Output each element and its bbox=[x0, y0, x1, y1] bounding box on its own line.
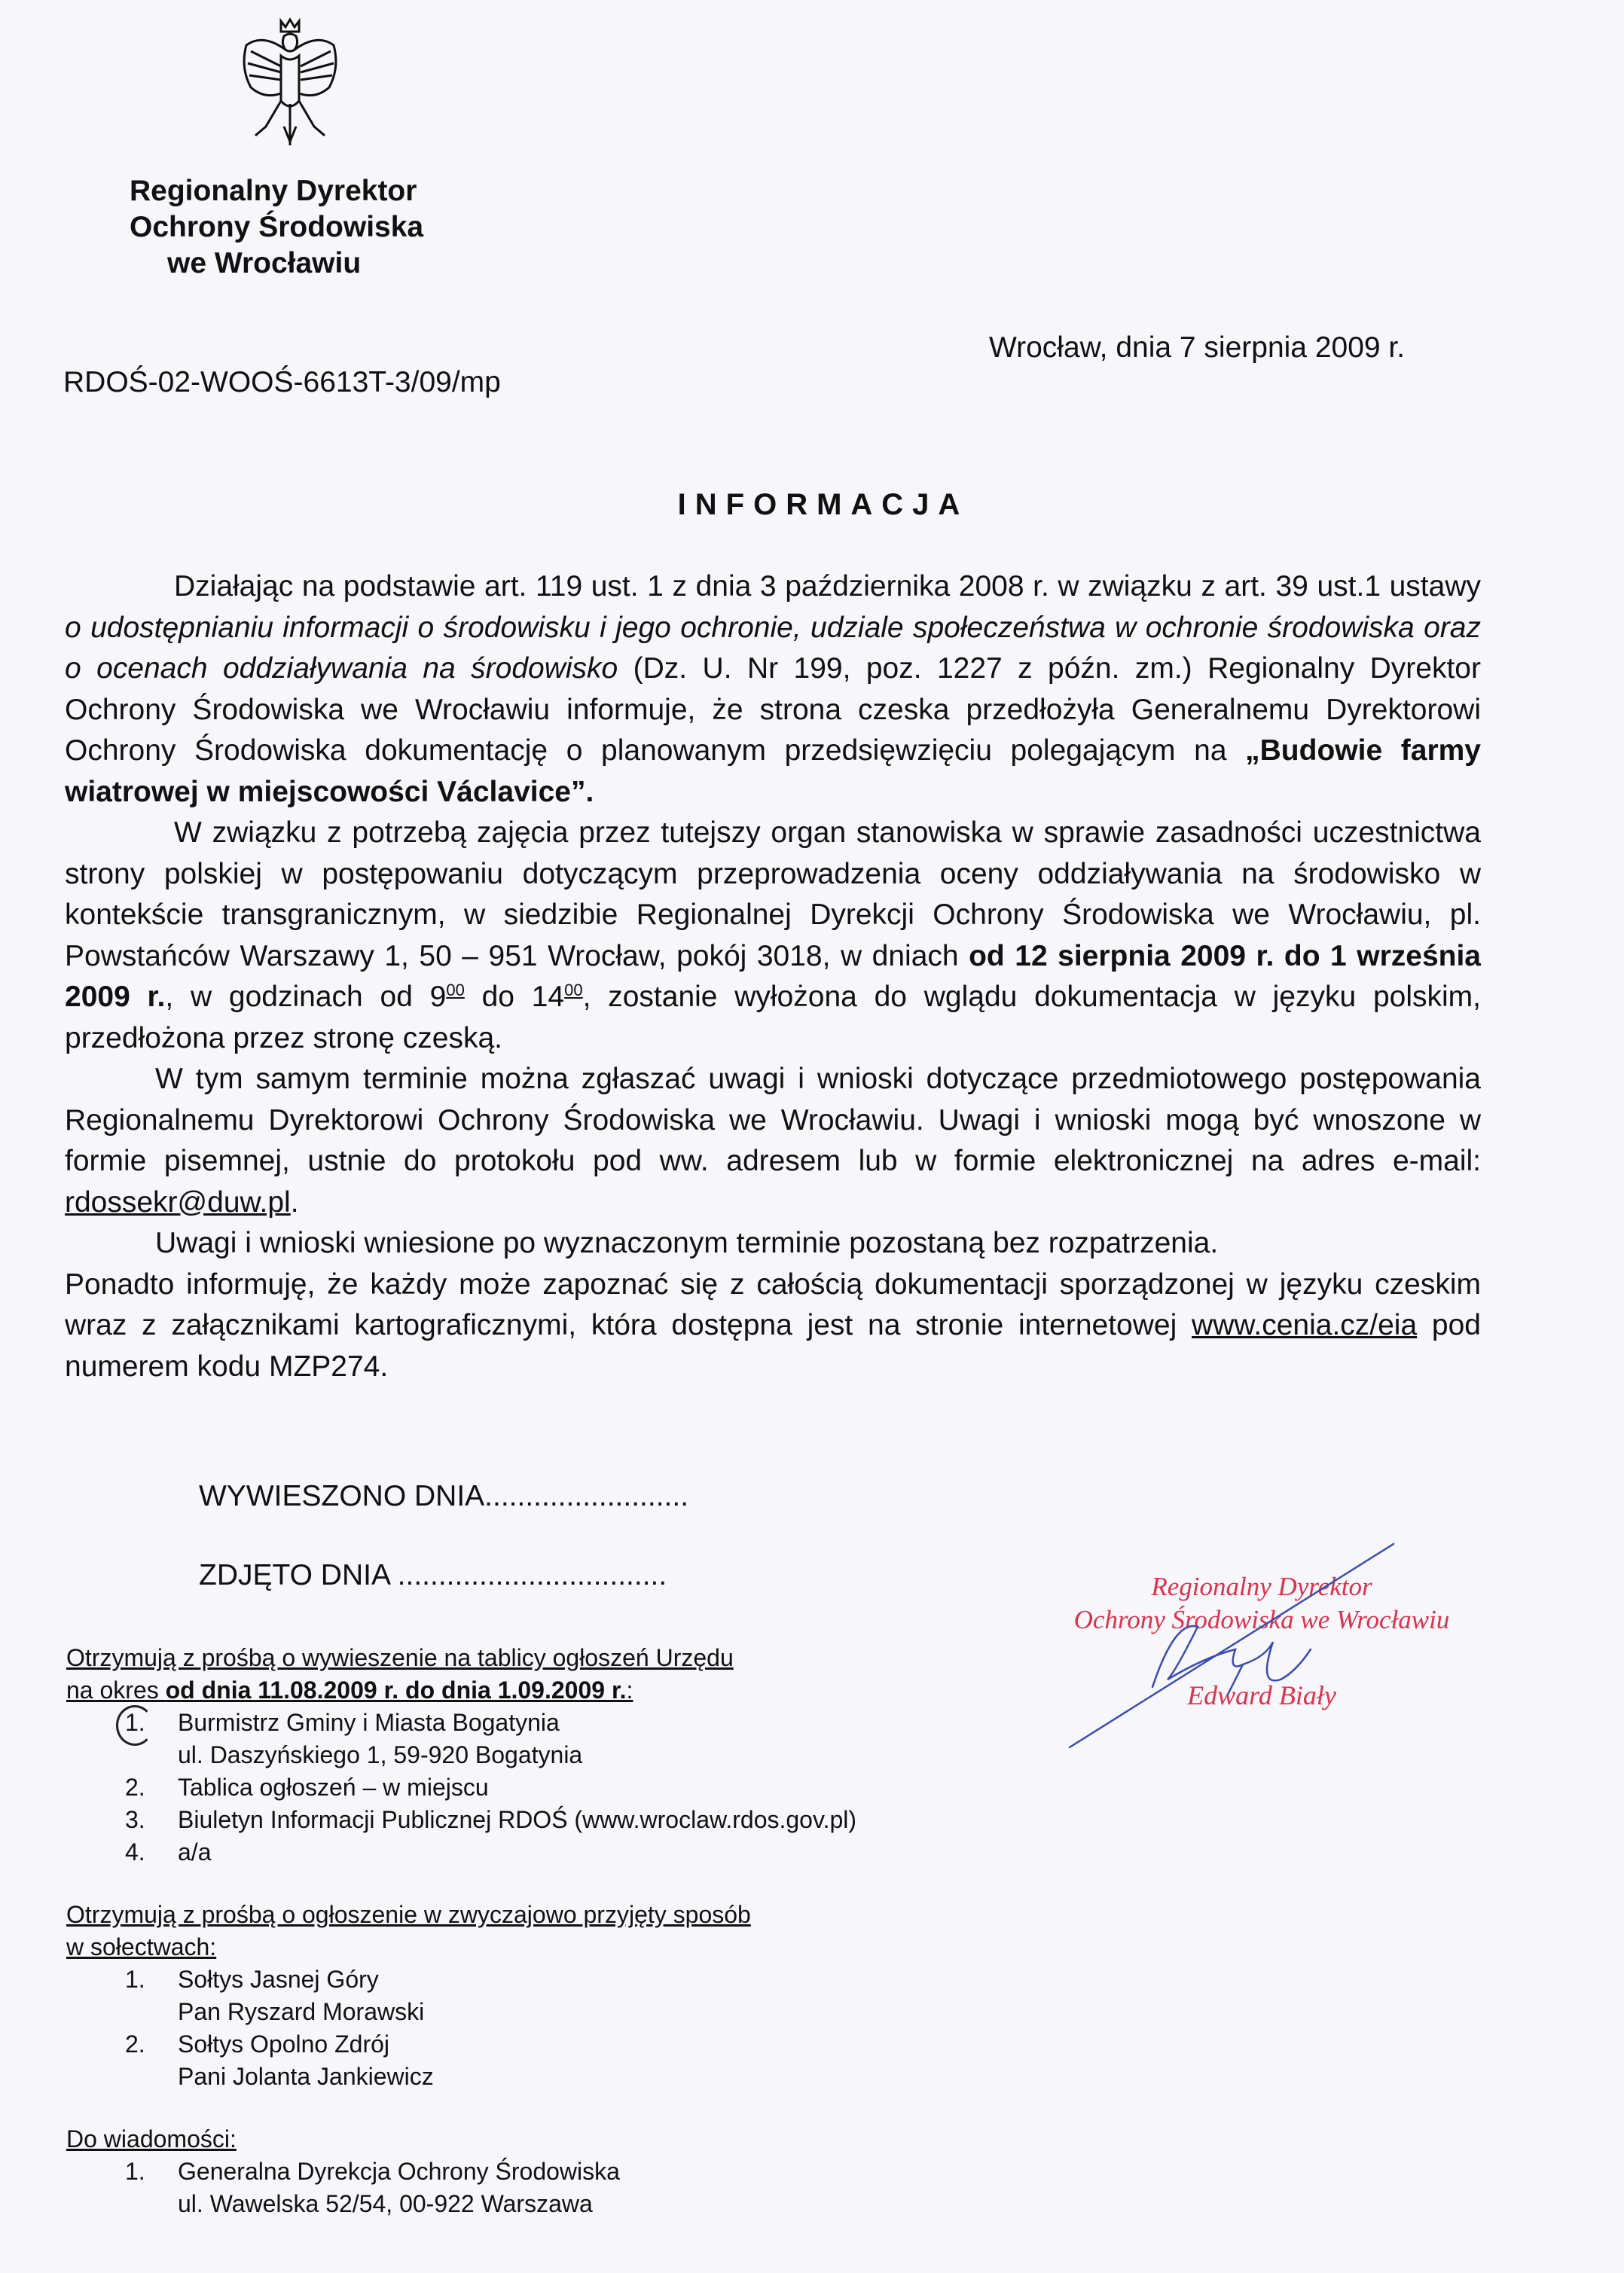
item-number: 2. bbox=[125, 1774, 145, 1801]
recipients-cc bbox=[66, 2123, 1008, 2220]
text-fragment: W związku z potrzebą zajęcia przez tutejszy organ stanowiska w sprawie zasadności uczestnictwa strony polskiej w postępowaniu dotyczącym przeprowadzenia oceny oddziaływania na środowisko w kontekście transgranicznym, w siedzibie Regionalnej Dyrekcji Ochrony Środowiska we Wrocławiu, pl. Powstańców Warszawy 1, 50 – 951 Wrocław, pokój 3018, w dniach bbox=[65, 816, 1481, 972]
list-item bbox=[66, 1963, 1008, 2028]
item-line: Generalna Dyrekcja Ochrony Środowiska bbox=[178, 2158, 620, 2185]
text-fragment: Działając na podstawie art. 119 ust. 1 z dnia 3 października 2008 r. w związku z art. 39 ust.1 ustawy bbox=[174, 570, 1481, 603]
section-header bbox=[66, 1899, 1008, 1963]
org-name-line-1: Regionalny Dyrektor bbox=[130, 175, 417, 207]
project-name: „Budowie farmy wiatrowej w miejscowości Václavice”. bbox=[65, 734, 1481, 808]
removed-date-field: ZDJĘTO DNIA ................................. bbox=[199, 1559, 667, 1591]
item-number: 1. bbox=[125, 1966, 145, 1993]
text-fragment: W tym samym terminie można zgłaszać uwagi i wnioski dotyczące przedmiotowego postępowania Regionalnemu Dyrektorowi Ochrony Środowiska we Wrocławiu. Uwagi i wnioski mogą być wnoszone w formie pisemnej, ustnie do protokołu pod ww. adresem lub w formie elektronicznej na adres e-mail: bbox=[65, 1063, 1481, 1177]
list-item bbox=[66, 2028, 1008, 2093]
signatory-name: Edward Biały bbox=[1187, 1680, 1336, 1710]
recipients-notice-board bbox=[66, 1642, 1008, 1869]
stamp-title-line-2: Ochrony Środowiska we Wrocławiu bbox=[1073, 1605, 1450, 1634]
cenia-website-link[interactable]: www.cenia.cz/eia bbox=[1192, 1309, 1418, 1341]
issuing-authority-header bbox=[130, 173, 423, 282]
org-name-line-3: we Wrocławiu bbox=[167, 247, 362, 279]
item-line: Tablica ogłoszeń – w miejscu bbox=[178, 1774, 489, 1801]
item-line: Sołtys Jasnej Góry bbox=[178, 1966, 379, 1993]
act-title: o udostępnianiu informacji o środowisku i jego ochronie, udziale społeczeństwa w ochronie środowiska oraz o ocenach oddziaływania na środowisko bbox=[65, 611, 1481, 685]
header-line: : bbox=[626, 1677, 633, 1704]
item-line: a/a bbox=[178, 1838, 212, 1866]
document-body bbox=[65, 566, 1481, 1387]
hours-superscript: 00 bbox=[564, 981, 583, 999]
item-line: Biuletyn Informacji Publicznej RDOŚ (www.wroclaw.rdos.gov.pl) bbox=[178, 1806, 857, 1833]
hours-superscript: 00 bbox=[446, 981, 465, 999]
section-header: Do wiadomości: bbox=[66, 2125, 237, 2152]
document-title: INFORMACJA bbox=[677, 488, 969, 521]
item-number: 3. bbox=[125, 1806, 145, 1833]
reference-number: RDOŚ-02-WOOŚ-6613T-3/09/mp bbox=[63, 366, 501, 398]
paragraph-comments bbox=[65, 1059, 1481, 1223]
item-line: Burmistrz Gminy i Miasta Bogatynia bbox=[178, 1709, 560, 1736]
list-item bbox=[66, 1707, 1008, 1771]
list-item bbox=[66, 1836, 1008, 1869]
paragraph-czech-docs bbox=[65, 1265, 1481, 1388]
header-line: w sołectwach: bbox=[66, 1933, 217, 1960]
paragraph-late-comments: Uwagi i wnioski wniesione po wyznaczonym terminie pozostaną bez rozpatrzenia. bbox=[155, 1227, 1219, 1259]
paragraph-legal-basis bbox=[65, 566, 1481, 813]
org-name-line-2: Ochrony Środowiska bbox=[130, 211, 424, 243]
item-number: 1. bbox=[125, 1709, 145, 1736]
list-item bbox=[66, 2156, 1008, 2220]
stamp-title-line-1: Regionalny Dyrektor bbox=[1151, 1572, 1372, 1601]
item-line: ul. Daszyńskiego 1, 59-920 Bogatynia bbox=[178, 1741, 583, 1768]
place-and-date: Wrocław, dnia 7 sierpnia 2009 r. bbox=[989, 331, 1406, 364]
item-line: Sołtys Opolno Zdrój bbox=[178, 2030, 390, 2058]
inspection-period: od 12 sierpnia 2009 r. do 1 września 2009 r. bbox=[65, 939, 1481, 1013]
posted-date-field: WYWIESZONO DNIA......................... bbox=[199, 1480, 689, 1512]
list-item bbox=[66, 1804, 1008, 1836]
polish-eagle-emblem-icon bbox=[237, 14, 343, 153]
header-line: na okres bbox=[66, 1677, 166, 1704]
official-stamp bbox=[1013, 1570, 1510, 1712]
item-number: 2. bbox=[125, 2030, 145, 2058]
item-number: 1. bbox=[125, 2158, 145, 2185]
posting-period: od dnia 11.08.2009 r. do dnia 1.09.2009 r. bbox=[165, 1677, 627, 1704]
text-fragment: , w godzinach od 9 bbox=[165, 981, 447, 1013]
item-line: ul. Wawelska 52/54, 00-922 Warszawa bbox=[178, 2190, 593, 2217]
item-line: Pani Jolanta Jankiewicz bbox=[178, 2063, 434, 2090]
text-fragment: , zostanie wyłożona do wglądu dokumentacja w języku polskim, przedłożona przez stronę czeską. bbox=[65, 981, 1481, 1054]
text-fragment: Ponadto informuję, że każdy może zapoznać się z całością dokumentacji sporządzonej w języku czeskim wraz z załącznikami kartograficznymi, która dostępna jest na stronie internetowej bbox=[65, 1268, 1481, 1341]
list-item bbox=[66, 1771, 1008, 1804]
text-fragment: do 14 bbox=[464, 981, 565, 1013]
header-line: Otrzymują z prośbą o ogłoszenie w zwyczajowo przyjęty sposób bbox=[66, 1901, 751, 1928]
paragraph-inspection bbox=[65, 813, 1481, 1059]
item-line: Pan Ryszard Morawski bbox=[178, 1998, 425, 2025]
text-fragment: . bbox=[290, 1185, 299, 1219]
recipients-villages bbox=[66, 1899, 1008, 2093]
item-number: 4. bbox=[125, 1838, 145, 1866]
text-fragment: pod numerem kodu MZP274. bbox=[65, 1309, 1482, 1383]
email-link[interactable]: rdossekr@duw.pl bbox=[65, 1185, 291, 1219]
text-fragment: (Dz. U. Nr 199, poz. 1227 z późn. zm.) Regionalny Dyrektor Ochrony Środowiska we Wrocławiu informuje, że strona czeska przedłożyła Generalnemu Dyrektorowi Ochrony Środowiska dokumentację o planowanym przedsięwzięciu polegającym na bbox=[65, 652, 1481, 767]
header-line: Otrzymują z prośbą o wywieszenie na tablicy ogłoszeń Urzędu bbox=[66, 1644, 734, 1671]
distribution-list bbox=[66, 1642, 1008, 2250]
section-header bbox=[66, 1642, 1008, 1707]
